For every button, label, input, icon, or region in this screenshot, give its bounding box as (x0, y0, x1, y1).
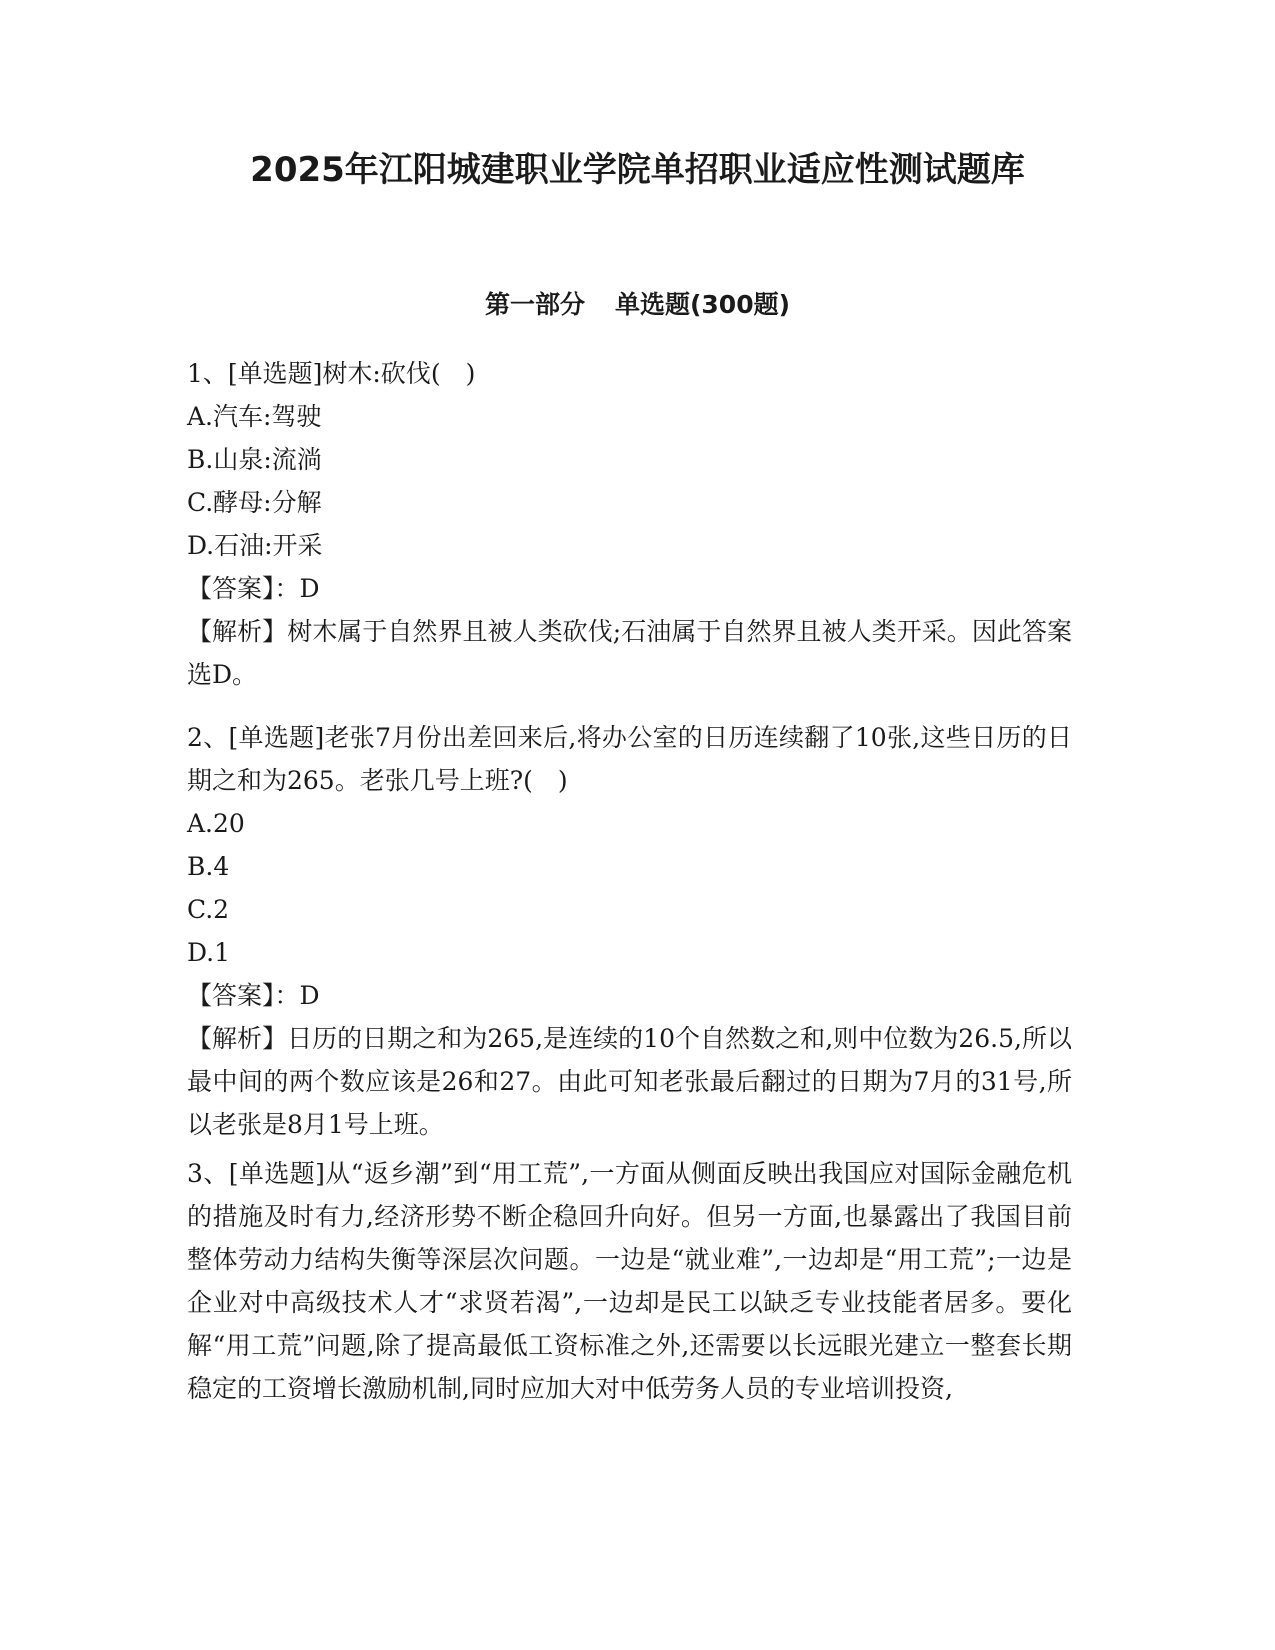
option-c: C.酵母:分解 (187, 488, 322, 517)
analysis-paragraph (187, 1017, 1072, 1146)
answer-label: 【答案】 (187, 981, 275, 1010)
section-part-label: 第一部分 (484, 290, 585, 319)
answer-line (187, 974, 1072, 1017)
answer-label: 【答案】 (187, 574, 275, 603)
question-stem: 3、[单选题]从“返乡潮”到“用工荒”,一方面从侧面反映出我国应对国际金融危机的措施及时有力,经济形势不断企稳回升向好。但另一方面,也暴露出了我国目前整体劳动力结构失衡等深层次问题。一边是“就业难”,一边却是“用工荒”;一边是企业对中高级技术人才“求贤若渴”,一边却是民工以缺乏专业技能者居多。要化解“用工荒”问题,除了提高最低工资标准之外,还需要以长远眼光建立一整套长期稳定的工资增长激励机制,同时应加大对中低劳务人员的专业培训投资, (187, 1159, 1072, 1403)
option-d: D.1 (187, 938, 231, 967)
option-a: A.汽车:驾驶 (187, 402, 322, 431)
option-a: A.20 (187, 809, 245, 838)
answer-value: ：D (274, 981, 320, 1010)
answer-line (187, 567, 1072, 610)
question-1 (187, 352, 1072, 696)
analysis-paragraph (187, 610, 1072, 696)
question-3 (187, 1152, 1072, 1410)
answer-value: ：D (274, 574, 320, 603)
question-stem: 2、[单选题]老张7月份出差回来后,将办公室的日历连续翻了10张,这些日历的日期之和为265。老张几号上班?( ) (187, 723, 1072, 795)
section-type-label: 单选题(300题) (614, 290, 791, 319)
option-d: D.石油:开采 (187, 531, 323, 560)
analysis-label: 【解析】 (187, 617, 288, 646)
question-2 (187, 716, 1072, 1146)
section-title (0, 288, 1275, 322)
analysis-label: 【解析】 (187, 1024, 288, 1053)
document-title: 2025年江阳城建职业学院单招职业适应性测试题库 (250, 150, 1025, 190)
option-c: C.2 (187, 895, 230, 924)
analysis-text: 树木属于自然界且被人类砍伐;石油属于自然界且被人类开采。因此答案选D。 (187, 617, 1072, 689)
analysis-text: 日历的日期之和为265,是连续的10个自然数之和,则中位数为26.5,所以最中间的两个数应该是26和27。由此可知老张最后翻过的日期为7月的31号,所以老张是8月1号上班。 (187, 1024, 1072, 1139)
option-b: B.4 (187, 852, 230, 881)
question-stem: 1、[单选题]树木:砍伐( ) (187, 359, 476, 388)
option-b: B.山泉:流淌 (187, 445, 322, 474)
